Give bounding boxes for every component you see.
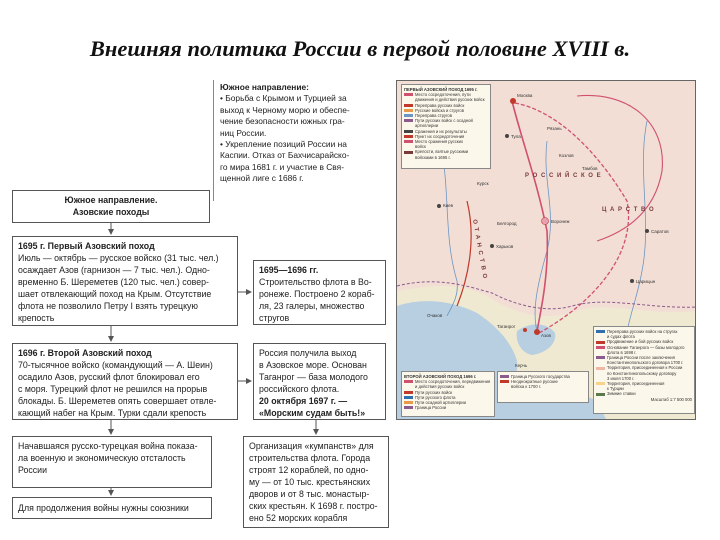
map-scale: Масштаб 1:7 500 000 [650, 396, 692, 402]
result-line: Таганрог — база молодого [259, 372, 368, 382]
legend-item: Пути русского флота [415, 394, 456, 400]
legend-item: Переправа русских войск на стругах [607, 329, 678, 334]
second-campaign-line: осадило Азов, русский флот блокировал его [18, 372, 200, 382]
bullet-line: выход к Черному морю и обеспе- [220, 104, 350, 115]
map-town-label: Белгород [497, 221, 517, 226]
legend-item: Переправа стругов [415, 113, 452, 119]
town-saratov [645, 229, 649, 233]
first-campaign-heading: 1695 г. Первый Азовский поход [18, 241, 155, 251]
bullet-line: • Борьба с Крымом и Турцией за [220, 93, 347, 104]
allies-box [12, 497, 212, 519]
kumpanstvo-box [243, 436, 389, 528]
map-town-label: Керчь [515, 363, 528, 368]
map-town-label: Таганрог [497, 324, 516, 329]
legend-item: и действия русских войск [415, 384, 465, 390]
legend-item: Граница России после заключения [607, 355, 675, 361]
historical-map [396, 80, 696, 420]
bullet-line: Каспии. Отказ от Бахчисарайско- [220, 150, 350, 161]
second-campaign-line: 70-тысячное войско (командующий — А. Шеин) [18, 360, 213, 370]
kumpanstvo-line: ских крестьян. К 1698 г. постро- [249, 501, 378, 511]
legend-item: Пункт их сосредоточения [415, 133, 465, 139]
legend-item: Русские войска и стругов [415, 107, 464, 113]
legend-item: Зимние ставки [607, 391, 636, 397]
legend-second-campaign-b [497, 371, 589, 403]
legend-second-campaign [401, 371, 495, 417]
map-town-label: Козлов [559, 153, 574, 158]
town-kiev [437, 204, 441, 208]
legend-title: ВТОРОЙ АЗОВСКИЙ ПОХОД 1696 г. [404, 374, 477, 379]
result-box [253, 343, 386, 420]
result-line: Россия получила выход [259, 348, 357, 358]
map-town-label: Курск [477, 181, 489, 186]
kumpanstvo-line: дворов и от 8 тыс. монастыр- [249, 489, 370, 499]
war-line: России [18, 465, 47, 475]
legend-item: войск [415, 144, 426, 150]
first-campaign-box [12, 236, 238, 326]
map-town-label: Рязань [547, 126, 562, 131]
result-line: в Азовское море. Основан [259, 360, 367, 370]
town-azov [534, 329, 540, 335]
war-line: ла военную и экономическую отсталость [18, 453, 186, 463]
legend-item: Переправа русских войск [415, 102, 465, 108]
legend-item: Основание Таганрога — базы молодого [607, 344, 685, 350]
bullet-line: • Укрепление позиций России на [220, 139, 347, 150]
southern-direction-box [213, 80, 396, 201]
first-campaign-line: осаждает Азов (гарнизон — 7 тыс. чел.). Одно- [18, 265, 210, 275]
page-title: Внешняя политика России в первой половине XVIII в. [89, 36, 631, 61]
legend-item: Пути осадной артиллерии [415, 400, 466, 406]
legend-title: ПЕРВЫЙ АЗОВСКИЙ ПОХОД 1695 г. [404, 87, 478, 92]
result-date: 20 октября 1697 г. — [259, 396, 348, 406]
map-town-label: Очаков [427, 313, 443, 318]
legend-item: артиллерии [415, 123, 439, 129]
map-town-label: Тула [511, 134, 521, 139]
fleet-heading: 1695—1696 гг. [259, 265, 319, 275]
legend-item: к Турции [607, 386, 624, 392]
second-campaign-line: с моря. Турецкий флот не решился на прорыв [18, 384, 208, 394]
result-motto: «Морским судам быть!» [259, 408, 366, 418]
town-tula [505, 134, 509, 138]
legend-item: флота в 1698 г. [607, 349, 637, 355]
legend-item: и судах флота [607, 334, 635, 340]
legend-item: Крепости, взятые русскими [415, 149, 469, 155]
first-campaign-line: Июль — октябрь — русское войско (31 тыс. чел.) [18, 253, 219, 263]
town-voronezh [542, 218, 549, 225]
azov-box-line: Южное направление. [64, 195, 158, 205]
azov-sea [517, 324, 556, 355]
bullet-line: го мира 1681 г. и участие в Свя- [220, 161, 344, 172]
legend-item: Продвижение и бой русских войск [607, 339, 674, 345]
fleet-line: стругов [259, 313, 290, 323]
map-town-label: Саратов [651, 229, 669, 234]
kumpanstvo-line: ено 52 морских корабля [249, 513, 348, 523]
legend-item: Граница России [415, 405, 447, 411]
second-campaign-line: блокады. Б. Шереметев опять совершает отвле- [18, 396, 217, 406]
kumpanstvo-line: му — от 10 тыс. крестьянских [249, 477, 371, 487]
legend-item: Пути русских войск с осадной [415, 118, 473, 124]
azov-campaigns-box [12, 190, 210, 223]
map-region-label: О Т А Н С Т В О [471, 219, 488, 280]
map-town-label: Тамбов [582, 166, 598, 171]
first-campaign-line: крепость [18, 313, 55, 323]
fleet-line: ля, 23 галеры, множество [259, 301, 365, 311]
legend-item: Территория, присоединенная к России [607, 365, 683, 371]
map-town-label: Азов [541, 333, 551, 338]
first-campaign-line: флота не позволило Петру I взять турецкую [18, 301, 199, 311]
legend-item: Граница Русского государства [511, 374, 570, 379]
war-backwardness-box [12, 436, 212, 488]
second-campaign-heading: 1696 г. Второй Азовский поход [18, 348, 152, 358]
town-moscow [510, 98, 516, 104]
second-campaign-line: кающий набег на Крым. Турки сдали крепость [18, 408, 207, 418]
map-town-label: Воронеж [551, 219, 570, 224]
town-tsaritsyn [630, 279, 634, 283]
second-campaign-box [12, 343, 238, 420]
map-town-label: Царицын [636, 279, 656, 284]
first-campaign-line: шает отвлекающий поход на Крым. Отсутствие [18, 289, 212, 299]
map-town-label: Харьков [496, 244, 514, 249]
legend-item: Пути русских войск [415, 389, 453, 395]
legend-item: Место сосредоточения, пути [415, 92, 471, 98]
azov-box-line: Азовские походы [72, 207, 150, 217]
bullet-line: чение безопасности южных гра- [220, 116, 345, 127]
allies-text: Для продолжения войны нужны союзники [18, 503, 189, 513]
kumpanstvo-line: строительства флота. Города [249, 453, 371, 463]
legend-item: войска к 1700 г. [511, 384, 542, 390]
town-kharkov [490, 244, 494, 248]
legend-item: войсками в 1695 г. [415, 154, 451, 160]
legend-item: Территория, присоединенная [607, 381, 665, 387]
bullet-line: ниц России. [220, 127, 267, 138]
map-town-label: Москва [517, 93, 533, 98]
first-campaign-line: временно Б. Шереметев (120 тыс. чел.) совер- [18, 277, 209, 287]
legend-item: Константинопольского договора 1700 г. [607, 360, 684, 366]
kumpanstvo-line: Организация «кумпанств» для [249, 441, 374, 451]
town-taganrog [523, 328, 527, 332]
fleet-line: ронеже. Построено 2 кораб- [259, 289, 375, 299]
map-region-label: Ц А Р С Т В О [602, 207, 655, 213]
bullet-line: щенной лиге с 1686 г. [220, 173, 304, 184]
legend-item: по Константинопольскому договору [607, 370, 677, 376]
legend-item: 3 июля 1700 г. [607, 375, 635, 381]
kumpanstvo-line: строят 12 кораблей, по одно- [249, 465, 369, 475]
southern-direction-heading: Южное направление: [220, 82, 309, 92]
legend-first-campaign [401, 84, 491, 169]
result-line: российского флота. [259, 384, 340, 394]
fleet-line: Строительство флота в Во- [259, 277, 372, 287]
legend-item: Сражения и их результаты [415, 128, 467, 134]
map-town-label: Киев [443, 203, 454, 208]
map-region-label: Р О С С И Й С К О Е [525, 173, 602, 179]
legend-results [593, 326, 695, 414]
war-line: Начавшаяся русско-турецкая война показа- [18, 441, 198, 451]
legend-item: движения и действия русских войск [415, 97, 485, 103]
legend-item: Место сражения русских [415, 139, 464, 145]
fleet-construction-box [253, 260, 386, 325]
legend-item: Неоднократные русские [511, 379, 558, 385]
legend-item: Место сосредоточения, передвижения [415, 379, 491, 385]
